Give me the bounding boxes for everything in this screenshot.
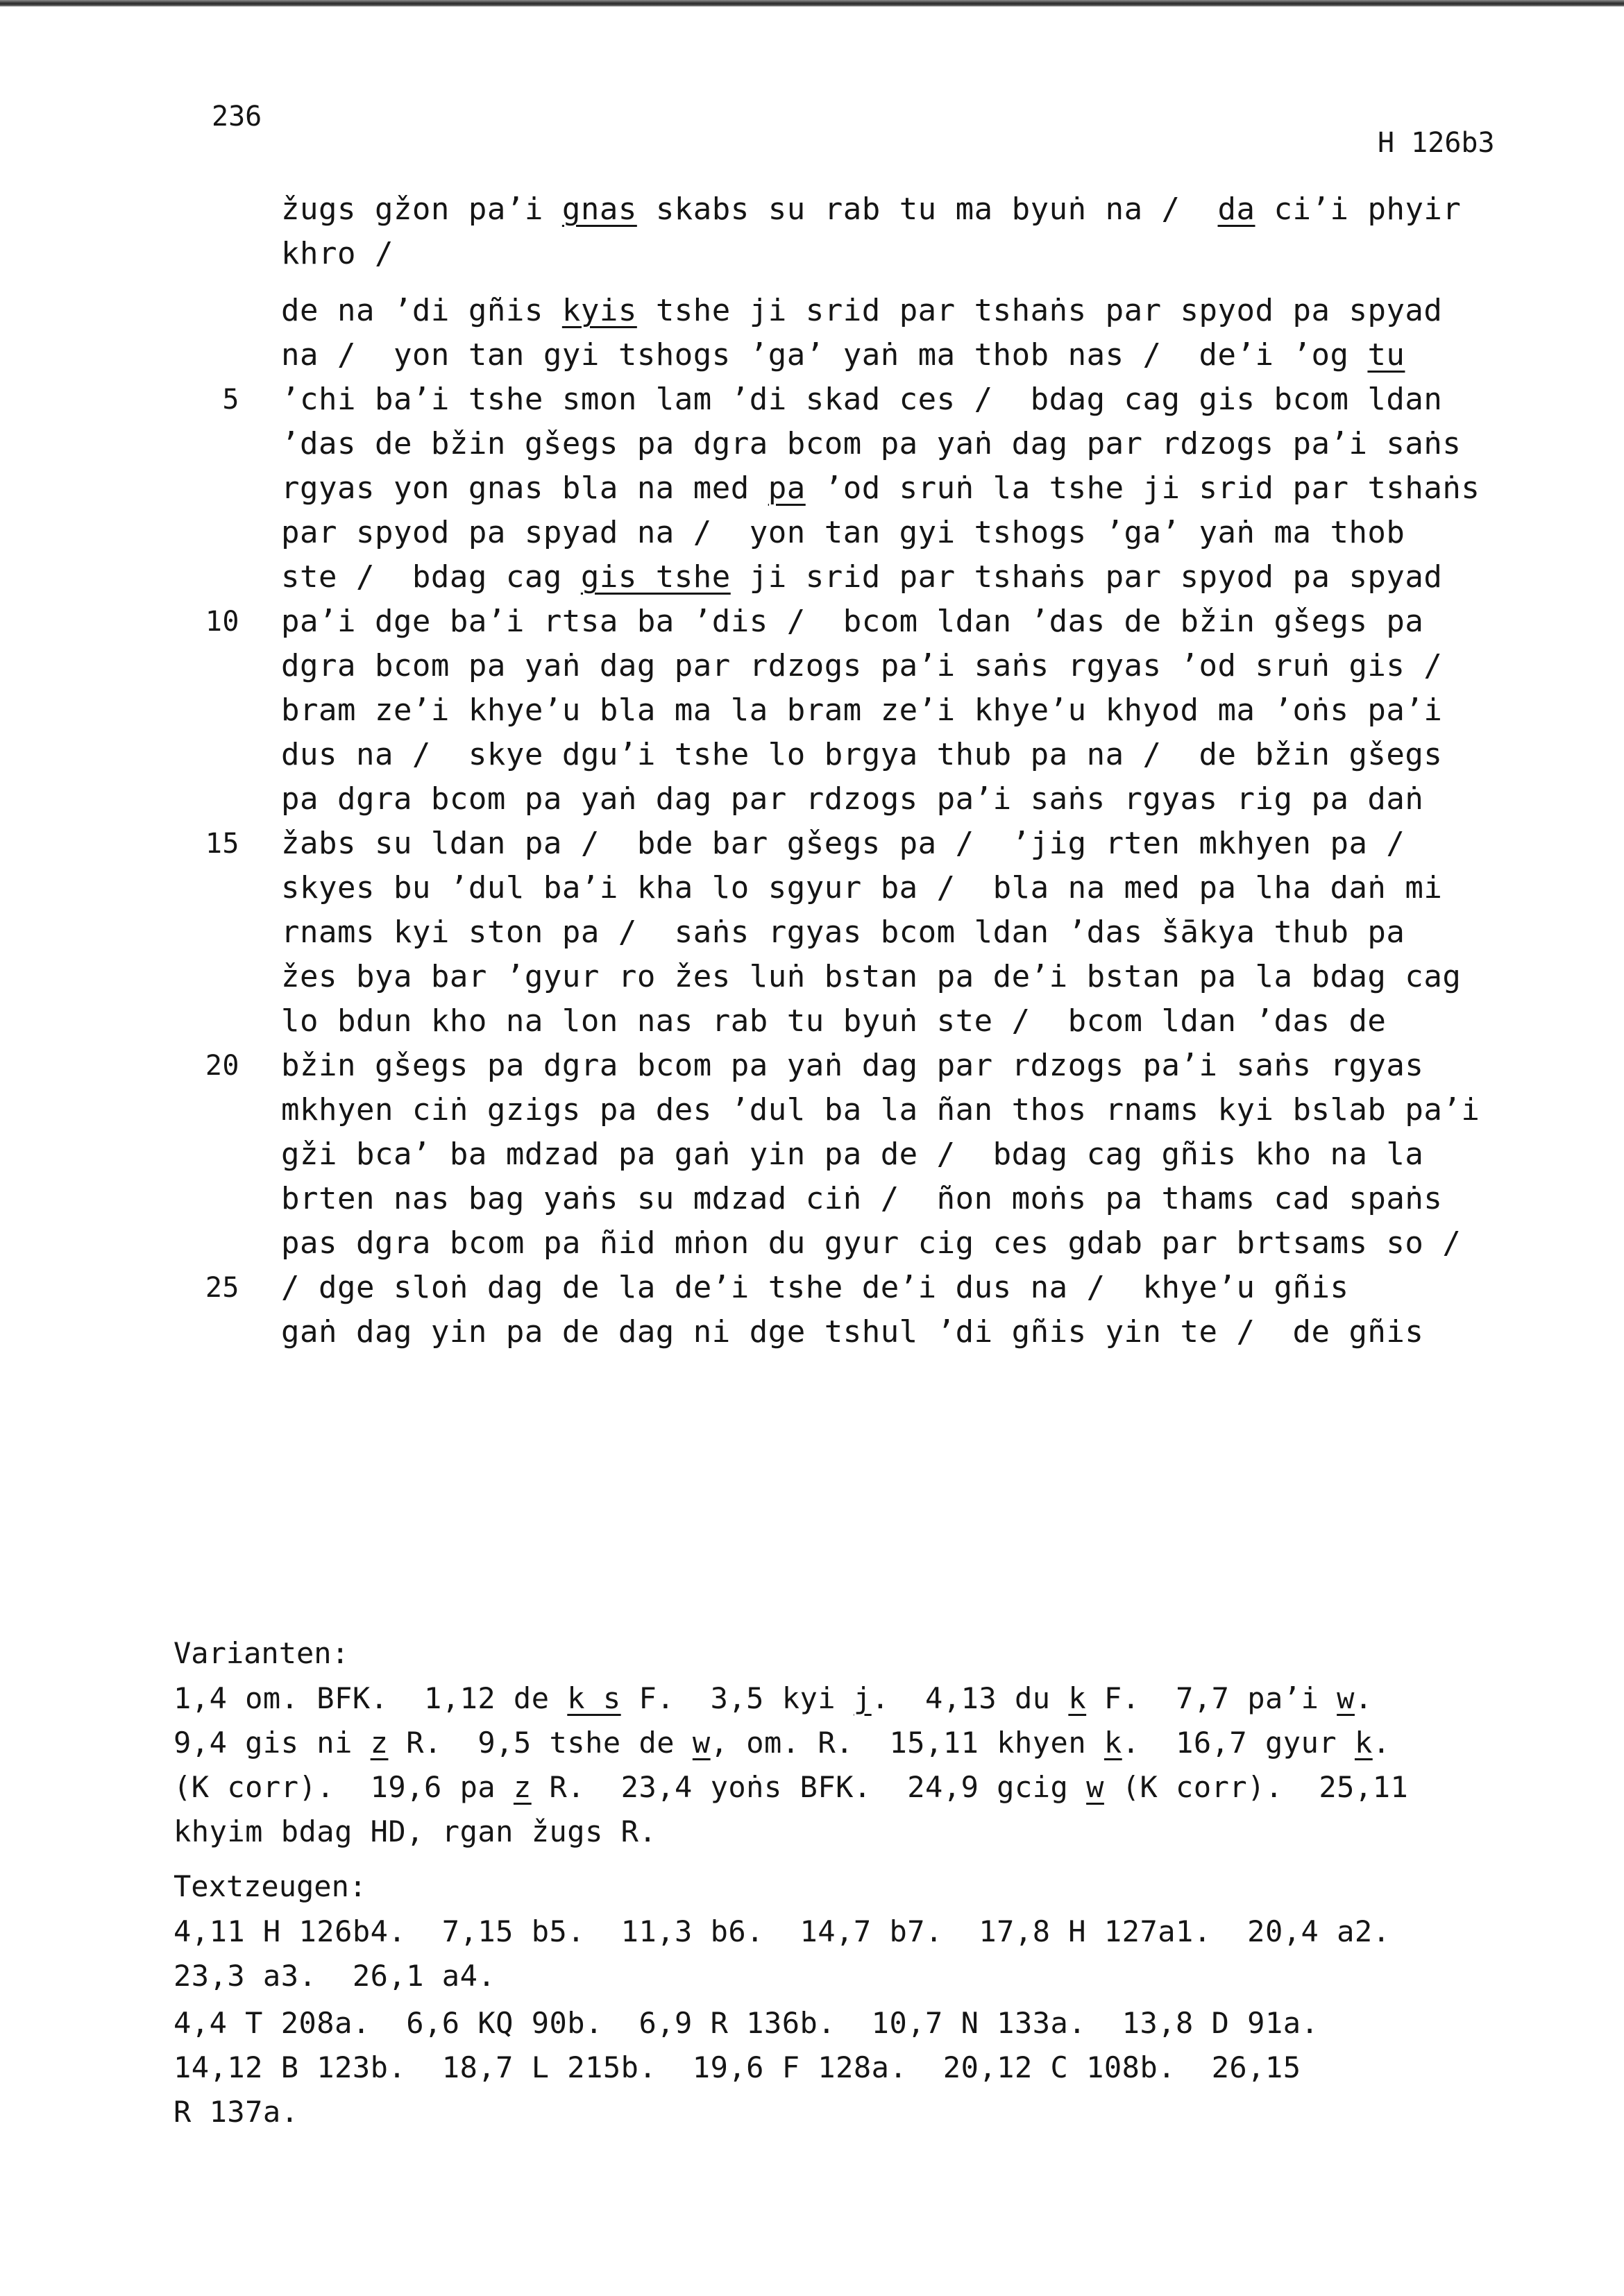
- text-line: [281, 688, 1516, 733]
- line-text: rgyas yon gnas bla na med pa ’od sruṅ la tshe ji srid par tshaṅs: [281, 470, 1480, 506]
- text-line: [205, 1266, 1516, 1310]
- paragraph: [205, 289, 1516, 1354]
- text-line: [281, 1177, 1516, 1221]
- line-number: 5: [222, 384, 239, 416]
- text-line: [281, 466, 1516, 511]
- folio-reference: H 126b3: [1378, 127, 1495, 159]
- line-text: žes bya bar ’gyur ro žes luṅ bstan pa de’i bstan pa la bdag cag: [281, 959, 1462, 994]
- line-text: rnams kyi ston pa / saṅs rgyas bcom ldan ’das šākya thub pa: [281, 915, 1405, 950]
- witnesses-list: [174, 1910, 1534, 2134]
- variant-line: 9,4 gis ni z R. 9,5 tshe de w, om. R. 15,11 khyen k. 16,7 gyur k.: [174, 1726, 1391, 1760]
- line-number: 15: [205, 828, 239, 860]
- line-number: 25: [205, 1272, 239, 1304]
- line-text: pa dgra bcom pa yaṅ dag par rdzogs pa’i saṅs rgyas rig pa daṅ: [281, 781, 1424, 817]
- variant-line: (K corr). 19,6 pa z R. 23,4 yoṅs BFK. 24,9 gcig w (K corr). 25,11: [174, 1770, 1409, 1804]
- witness-line: R 137a.: [174, 2095, 299, 2129]
- text-line: [281, 777, 1516, 822]
- line-number: 10: [205, 606, 239, 638]
- text-line: [281, 910, 1516, 955]
- text-line: [222, 377, 1516, 422]
- line-text: bžin gšegs pa dgra bcom pa yaṅ dag par rdzogs pa’i saṅs rgyas: [281, 1048, 1424, 1083]
- witness-line: 14,12 B 123b. 18,7 L 215b. 19,6 F 128a. 20,12 C 108b. 26,15: [174, 2050, 1301, 2084]
- line-text: khro /: [281, 236, 394, 271]
- line-text: bram ze’i khye’u bla ma la bram ze’i khye’u khyod ma ’oṅs pa’i: [281, 692, 1443, 728]
- line-text: / dge sloṅ dag de la de’i tshe de’i dus na / khye’u gñis: [281, 1270, 1349, 1305]
- text-line: [205, 599, 1516, 644]
- text-line: [281, 555, 1516, 599]
- line-text: ’das de bžin gšegs pa dgra bcom pa yaṅ dag par rdzogs pa’i saṅs: [281, 426, 1462, 461]
- critical-apparatus: [174, 1631, 1534, 2134]
- line-text: gži bca’ ba mdzad pa gaṅ yin pa de / bdag cag gñis kho na la: [281, 1137, 1424, 1172]
- variant-line: 1,4 om. BFK. 1,12 de k s F. 3,5 kyi j. 4,13 du k F. 7,7 pa’i w.: [174, 1681, 1373, 1715]
- variants-heading: Varianten:: [174, 1636, 349, 1670]
- page-number: 236: [212, 101, 262, 133]
- text-line: [281, 644, 1516, 688]
- line-text: par spyod pa spyad na / yon tan gyi tshogs ’ga’ yaṅ ma thob: [281, 515, 1405, 550]
- line-text: dgra bcom pa yaṅ dag par rdzogs pa’i saṅs rgyas ’od sruṅ gis /: [281, 648, 1443, 683]
- line-text: brten nas bag yaṅs su mdzad ciṅ / ñon moṅs pa thams cad spaṅs: [281, 1181, 1443, 1216]
- text-line: [281, 232, 1516, 276]
- text-line: [281, 1132, 1516, 1177]
- text-line: [281, 187, 1516, 232]
- text-line: [281, 333, 1516, 377]
- line-text: pa’i dge ba’i rtsa ba ’dis / bcom ldan ’das de bžin gšegs pa: [281, 604, 1424, 639]
- witnesses-heading: Textzeugen:: [174, 1869, 367, 1903]
- witness-line: 4,11 H 126b4. 7,15 b5. 11,3 b6. 14,7 b7. 17,8 H 127a1. 20,4 a2.: [174, 1914, 1391, 1948]
- text-line: [281, 1310, 1516, 1354]
- text-line: [281, 866, 1516, 910]
- text-line: [281, 289, 1516, 333]
- text-line: [205, 822, 1516, 866]
- line-text: dus na / skye dgu’i tshe lo brgya thub pa na / de bžin gšegs: [281, 737, 1443, 772]
- line-text: na / yon tan gyi tshogs ’ga’ yaṅ ma thob nas / de’i ’og tu: [281, 337, 1405, 373]
- line-text: žugs gžon pa’i gnas skabs su rab tu ma byuṅ na / da ci’i phyir: [281, 192, 1462, 227]
- line-text: gaṅ dag yin pa de dag ni dge tshul ’di gñis yin te / de gñis: [281, 1314, 1424, 1350]
- main-text: [205, 187, 1516, 1367]
- scan-top-edge: [0, 0, 1624, 7]
- text-line: [281, 1221, 1516, 1266]
- line-text: žabs su ldan pa / bde bar gšegs pa / ’jig rten mkhyen pa /: [281, 826, 1405, 861]
- text-line: [281, 422, 1516, 466]
- line-number: 20: [205, 1050, 239, 1082]
- line-text: de na ’di gñis kyis tshe ji srid par tshaṅs par spyod pa spyad: [281, 293, 1443, 328]
- line-text: skyes bu ’dul ba’i kha lo sgyur ba / bla na med pa lha daṅ mi: [281, 870, 1443, 905]
- line-text: mkhyen ciṅ gzigs pa des ’dul ba la ñan thos rnams kyi bslab pa’i: [281, 1092, 1480, 1128]
- variant-line: khyim bdag HD, rgan žugs R.: [174, 1814, 657, 1848]
- text-line: [281, 733, 1516, 777]
- line-text: ste / bdag cag gis tshe ji srid par tshaṅs par spyod pa spyad: [281, 559, 1443, 595]
- witness-line: 4,4 T 208a. 6,6 KQ 90b. 6,9 R 136b. 10,7 N 133a. 13,8 D 91a.: [174, 2006, 1319, 2040]
- text-line: [281, 1088, 1516, 1132]
- text-line: [281, 511, 1516, 555]
- text-line: [205, 1044, 1516, 1088]
- text-line: [281, 999, 1516, 1044]
- paragraph: [281, 187, 1516, 276]
- line-text: ’chi ba’i tshe smon lam ’di skad ces / bdag cag gis bcom ldan: [281, 382, 1443, 417]
- witness-line: 23,3 a3. 26,1 a4.: [174, 1959, 496, 1993]
- variants-list: [174, 1676, 1534, 1854]
- line-text: pas dgra bcom pa ñid mṅon du gyur cig ces gdab par brtsams so /: [281, 1225, 1462, 1261]
- text-line: [281, 955, 1516, 999]
- line-text: lo bdun kho na lon nas rab tu byuṅ ste / bcom ldan ’das de: [281, 1003, 1387, 1039]
